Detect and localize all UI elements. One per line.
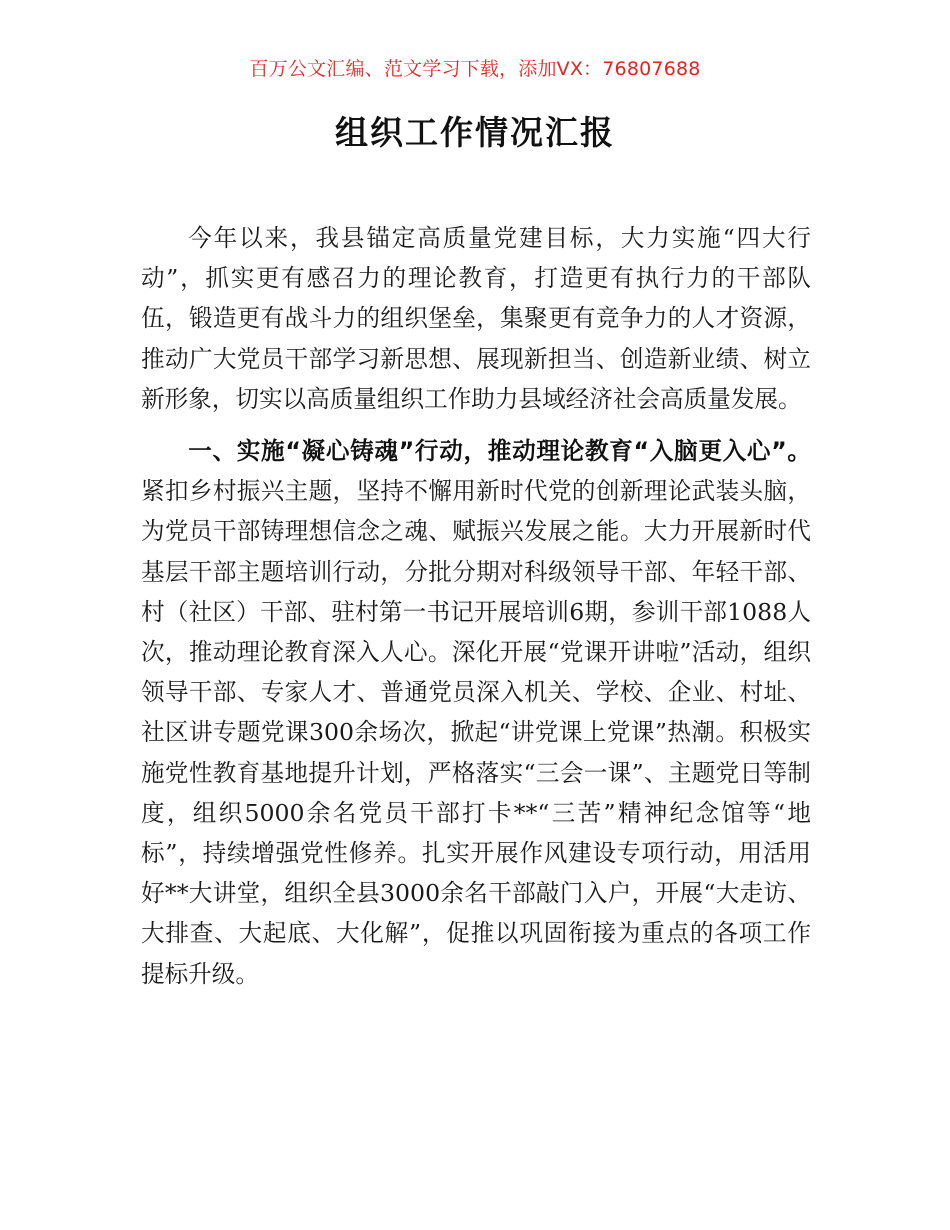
page-title: 组织工作情况汇报 [335,113,615,152]
section-1-text: 紧扣乡村振兴主题，坚持不懈用新时代党的创新理论武装头脑，为党员干部铸理想信念之魂、赋振兴发展之能。大力开展新时代基层干部主题培训行动，分批分期对科级领导干部、年轻干部、村（社区）干部、驻村第一书记开展培训6期，参训干部1088人次，推动理论教育深入人心。深化开展“党课开讲啦”活动，组织领导干部、专家人才、普通党员深入机关、学校、企业、村址、社区讲专题党课300余场次，掀起“讲党课上党课”热潮。积极实施党性教育基地提升计划，严格落实“三会一课”、主题党日等制度，组织5000余名党员干部打卡**“三苦”精神纪念馆等“地标”，持续增强党性修养。扎实开展作风建设专项行动，用活用好**大讲堂，组织全县3000余名干部敲门入户，开展“大走访、大排查、大起底、大化解”，促推以巩固衔接为重点的各项工作提标升级。 [141,477,811,988]
intro-paragraph: 今年以来，我县锚定高质量党建目标，大力实施“四大行动”，抓实更有感召力的理论教育，打造更有执行力的干部队伍，锻造更有战斗力的组织堡垒，集聚更有竞争力的人才资源，推动广大党员干部学习新思想、展现新担当、创造新业绩、树立新形象，切实以高质量组织工作助力县域经济社会高质量发展。 [141,224,811,413]
document-body [141,218,811,994]
watermark-text: 百万公文汇编、范文学习下载，添加VX：76807688 [249,58,701,80]
section-1-heading: 一、实施“凝心铸魂”行动，推动理论教育“入脑更入心”。 [188,437,811,466]
section-1-paragraph [141,431,811,994]
